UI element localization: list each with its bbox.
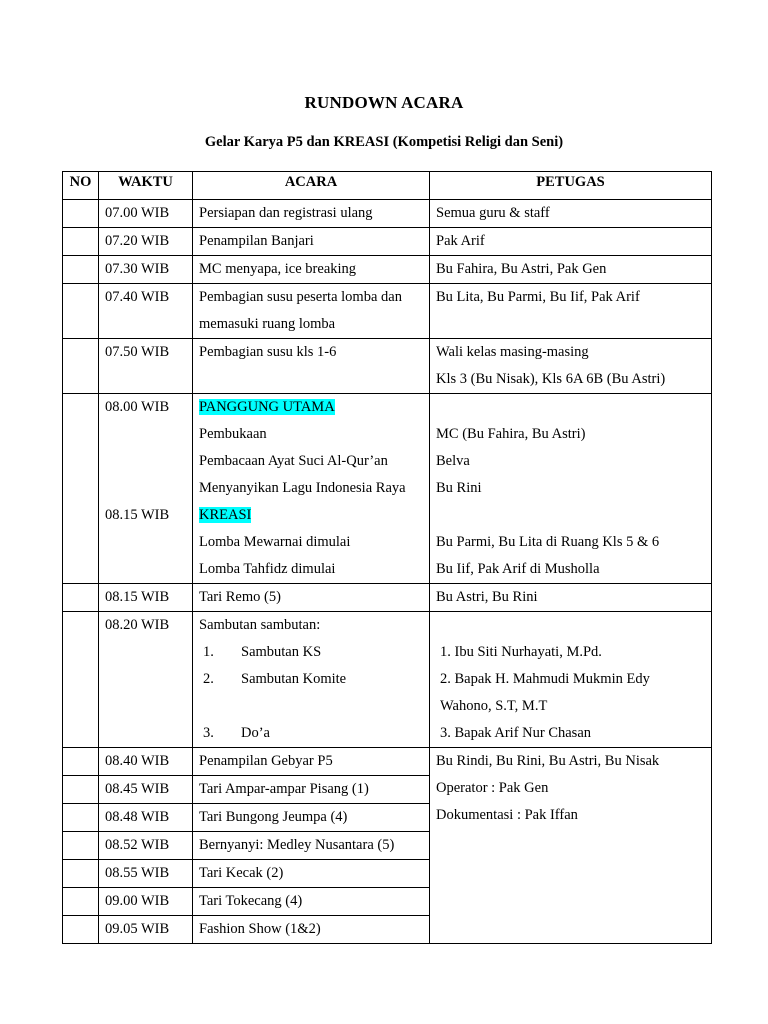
petugas-line: Operator : Pak Gen: [436, 780, 549, 796]
cell-waktu: 07.40 WIB: [99, 284, 193, 339]
table-row: [63, 394, 712, 584]
petugas-line: Dokumentasi : Pak Iffan: [436, 807, 578, 823]
cell-waktu: 08.40 WIB: [99, 748, 193, 776]
numbered-item: [199, 720, 423, 747]
cell-no: [63, 394, 99, 584]
cell-acara: Tari Tokecang (4): [193, 888, 430, 916]
header-no: NO: [63, 172, 99, 200]
petugas-line: 3. Bapak Arif Nur Chasan: [440, 725, 592, 741]
highlight-panggung-utama: PANGGUNG UTAMA: [199, 399, 335, 415]
cell-acara: Fashion Show (1&2): [193, 916, 430, 944]
cell-acara: Tari Bungong Jeumpa (4): [193, 804, 430, 832]
cell-no: [63, 804, 99, 832]
rundown-table: [62, 171, 712, 944]
acara-line: memasuki ruang lomba: [199, 316, 336, 332]
cell-waktu: 08.15 WIB: [99, 584, 193, 612]
acara-line: Lomba Mewarnai dimulai: [199, 534, 351, 550]
petugas-line: Belva: [436, 453, 470, 469]
cell-waktu: 08.55 WIB: [99, 860, 193, 888]
cell-petugas: Semua guru & staff: [430, 200, 712, 228]
cell-no: [63, 916, 99, 944]
cell-no: [63, 860, 99, 888]
acara-line: Menyanyikan Lagu Indonesia Raya: [199, 480, 406, 496]
cell-acara: Bernyanyi: Medley Nusantara (5): [193, 832, 430, 860]
cell-acara: [193, 284, 430, 339]
petugas-line: Bu Iif, Pak Arif di Musholla: [436, 561, 600, 577]
cell-waktu: 07.30 WIB: [99, 256, 193, 284]
cell-waktu: 08.52 WIB: [99, 832, 193, 860]
cell-waktu: 08.20 WIB: [99, 612, 193, 748]
cell-no: [63, 612, 99, 748]
petugas-line: Bu Rindi, Bu Rini, Bu Astri, Bu Nisak: [436, 753, 660, 769]
cell-waktu: 09.05 WIB: [99, 916, 193, 944]
cell-acara: Tari Ampar-ampar Pisang (1): [193, 776, 430, 804]
petugas-line: Bu Rini: [436, 480, 482, 496]
acara-line: Sambutan sambutan:: [199, 617, 321, 633]
acara-line: Pembacaan Ayat Suci Al-Qur’an: [199, 453, 388, 469]
cell-petugas: Bu Fahira, Bu Astri, Pak Gen: [430, 256, 712, 284]
acara-line: Pembukaan: [199, 426, 267, 442]
header-petugas: PETUGAS: [430, 172, 712, 200]
cell-no: [63, 228, 99, 256]
cell-acara: Persiapan dan registrasi ulang: [193, 200, 430, 228]
table-row: [63, 256, 712, 284]
acara-line: Lomba Tahfidz dimulai: [199, 561, 336, 577]
cell-acara: Tari Kecak (2): [193, 860, 430, 888]
table-header-row: [63, 172, 712, 200]
item-text: Sambutan KS: [241, 644, 322, 660]
numbered-item: [199, 666, 423, 693]
cell-acara: [193, 612, 430, 748]
petugas-line: Wahono, S.T, M.T: [440, 698, 548, 714]
cell-acara: Penampilan Banjari: [193, 228, 430, 256]
table-row: [63, 748, 712, 776]
table-row: [63, 200, 712, 228]
cell-acara: Pembagian susu kls 1-6: [193, 339, 430, 394]
cell-no: [63, 256, 99, 284]
cell-no: [63, 200, 99, 228]
acara-line: Pembagian susu peserta lomba dan: [199, 289, 402, 305]
cell-acara: MC menyapa, ice breaking: [193, 256, 430, 284]
petugas-line: 2. Bapak H. Mahmudi Mukmin Edy: [440, 671, 650, 687]
cell-waktu: 08.45 WIB: [99, 776, 193, 804]
cell-no: [63, 284, 99, 339]
cell-petugas-merged: [430, 748, 712, 944]
cell-petugas: [430, 339, 712, 394]
table-row: [63, 228, 712, 256]
petugas-line: Wali kelas masing-masing: [436, 344, 589, 360]
numbered-item: [199, 639, 423, 666]
table-row: [63, 339, 712, 394]
petugas-line: Kls 3 (Bu Nisak), Kls 6A 6B (Bu Astri): [436, 371, 666, 387]
cell-waktu: 07.00 WIB: [99, 200, 193, 228]
item-text: Do’a: [241, 725, 270, 741]
item-text: Sambutan Komite: [241, 671, 347, 687]
cell-no: [63, 748, 99, 776]
cell-no: [63, 888, 99, 916]
item-number: 3.: [203, 725, 214, 741]
cell-no: [63, 832, 99, 860]
page-title: RUNDOWN ACARA: [304, 93, 464, 112]
header-acara: ACARA: [193, 172, 430, 200]
petugas-line: MC (Bu Fahira, Bu Astri): [436, 426, 586, 442]
cell-no: [63, 584, 99, 612]
highlight-kreasi: KREASI: [199, 507, 252, 523]
petugas-line: Bu Parmi, Bu Lita di Ruang Kls 5 & 6: [436, 534, 660, 550]
header-waktu: WAKTU: [99, 172, 193, 200]
cell-petugas: Bu Lita, Bu Parmi, Bu Iif, Pak Arif: [430, 284, 712, 339]
cell-waktu: 09.00 WIB: [99, 888, 193, 916]
table-row: [63, 612, 712, 748]
item-number: 1.: [203, 644, 214, 660]
cell-petugas: [430, 394, 712, 584]
cell-waktu: 07.20 WIB: [99, 228, 193, 256]
cell-acara: Tari Remo (5): [193, 584, 430, 612]
page-subtitle: Gelar Karya P5 dan KREASI (Kompetisi Religi dan Seni): [204, 134, 564, 150]
cell-no: [63, 339, 99, 394]
cell-acara: Penampilan Gebyar P5: [193, 748, 430, 776]
petugas-line: 1. Ibu Siti Nurhayati, M.Pd.: [440, 644, 602, 660]
cell-no: [63, 776, 99, 804]
waktu-line: 08.00 WIB: [105, 399, 170, 415]
cell-petugas: Pak Arif: [430, 228, 712, 256]
cell-petugas: Bu Astri, Bu Rini: [430, 584, 712, 612]
cell-petugas: [430, 612, 712, 748]
cell-acara: [193, 394, 430, 584]
table-row: [63, 284, 712, 339]
cell-waktu: [99, 394, 193, 584]
table-row: [63, 584, 712, 612]
cell-waktu: 08.48 WIB: [99, 804, 193, 832]
item-number: 2.: [203, 671, 214, 687]
waktu-line: 08.15 WIB: [105, 507, 170, 523]
cell-waktu: 07.50 WIB: [99, 339, 193, 394]
